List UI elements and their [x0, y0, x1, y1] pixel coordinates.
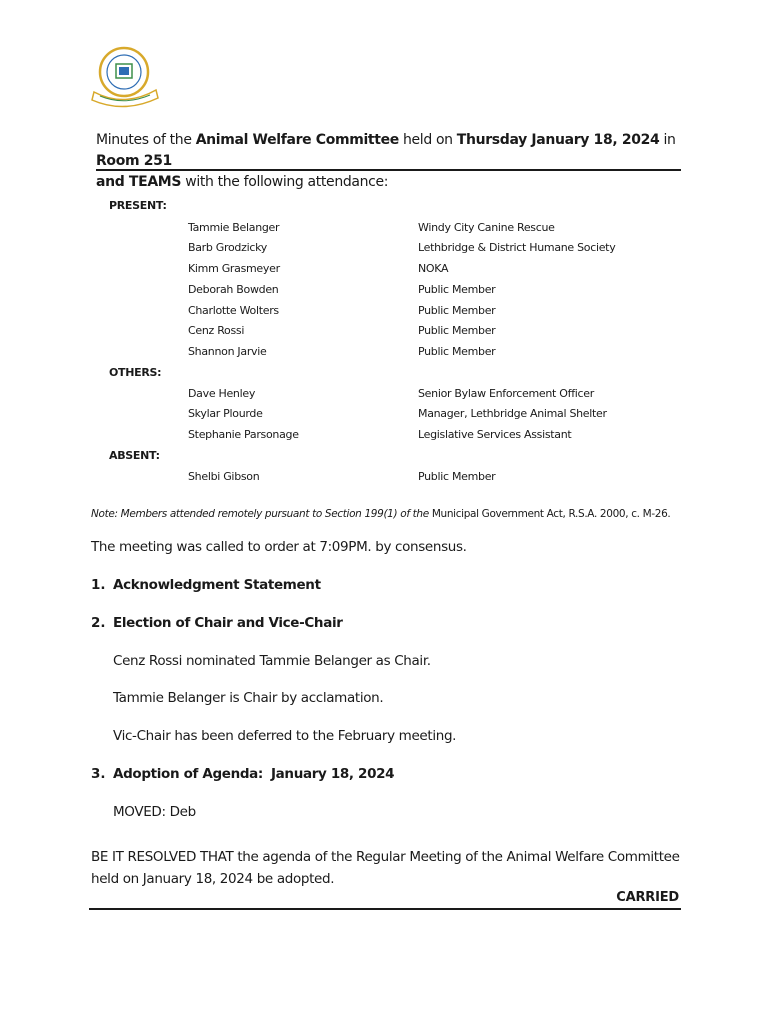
- attendee-org: Windy City Canine Rescue: [418, 221, 555, 234]
- item-title: Adoption of Agenda:: [113, 766, 263, 782]
- attendee-name: Tammie Belanger: [188, 221, 280, 234]
- attendee-name: Stephanie Parsonage: [188, 428, 299, 441]
- resolution-divider: [89, 908, 681, 910]
- attendee-name: Cenz Rossi: [188, 324, 245, 337]
- item-number: 3.: [91, 766, 106, 782]
- attendee-org: Public Member: [418, 470, 496, 483]
- attendee-name: Shelbi Gibson: [188, 470, 260, 483]
- moved-text: MOVED: Deb: [113, 804, 196, 820]
- meeting-teams: and TEAMS: [96, 174, 182, 190]
- agenda-date: January 18, 2024: [271, 766, 395, 782]
- attendee-name: Deborah Bowden: [188, 283, 279, 296]
- resolution-text: BE IT RESOLVED THAT the agenda of the Regular Meeting of the Animal Welfare Committee held on January 18, 2024 be adopted.: [91, 849, 680, 887]
- election-text: Tammie Belanger is Chair by acclamation.: [113, 690, 384, 706]
- meeting-room: Room 251: [96, 153, 172, 169]
- attendee-name: Skylar Plourde: [188, 407, 263, 420]
- city-seal-logo: [90, 44, 162, 112]
- others-label: OTHERS:: [109, 366, 162, 379]
- attendee-org: Lethbridge & District Humane Society: [418, 241, 616, 254]
- present-label: PRESENT:: [109, 199, 167, 212]
- attendee-name: Kimm Grasmeyer: [188, 262, 280, 275]
- attendee-org: NOKA: [418, 262, 449, 275]
- item-title: Acknowledgment Statement: [113, 577, 321, 593]
- meeting-date: Thursday January 18, 2024: [456, 132, 660, 148]
- attendee-org: Manager, Lethbridge Animal Shelter: [418, 407, 607, 420]
- minutes-header: Minutes of the Animal Welfare Committee held on Thursday January 18, 2024 in Room 251 and TEAMS with the following attendance:: [96, 132, 676, 190]
- election-text: Vic-Chair has been deferred to the February meeting.: [113, 728, 457, 744]
- attendee-org: Public Member: [418, 304, 496, 317]
- election-text: Cenz Rossi nominated Tammie Belanger as Chair.: [113, 653, 431, 669]
- committee-name: Animal Welfare Committee: [195, 132, 399, 148]
- attendee-name: Barb Grodzicky: [188, 241, 267, 254]
- item-number: 2.: [91, 615, 106, 631]
- header-divider: [96, 169, 681, 171]
- attendee-org: Public Member: [418, 324, 496, 337]
- attendee-name: Dave Henley: [188, 387, 256, 400]
- item-title: Election of Chair and Vice-Chair: [113, 615, 343, 631]
- attendee-name: Shannon Jarvie: [188, 345, 267, 358]
- called-to-order-text: The meeting was called to order at 7:09PM. by consensus.: [91, 539, 467, 555]
- remote-attendance-note: Note: Members attended remotely pursuant to Section 199(1) of the Municipal Government Act, R.S.A. 2000, c. M-26.: [91, 508, 671, 520]
- absent-label: ABSENT:: [109, 449, 160, 462]
- attendee-org: Legislative Services Assistant: [418, 428, 572, 441]
- carried-label: CARRIED: [616, 890, 679, 905]
- attendee-org: Public Member: [418, 345, 496, 358]
- attendee-org: Public Member: [418, 283, 496, 296]
- item-number: 1.: [91, 577, 106, 593]
- attendee-name: Charlotte Wolters: [188, 304, 279, 317]
- attendee-org: Senior Bylaw Enforcement Officer: [418, 387, 594, 400]
